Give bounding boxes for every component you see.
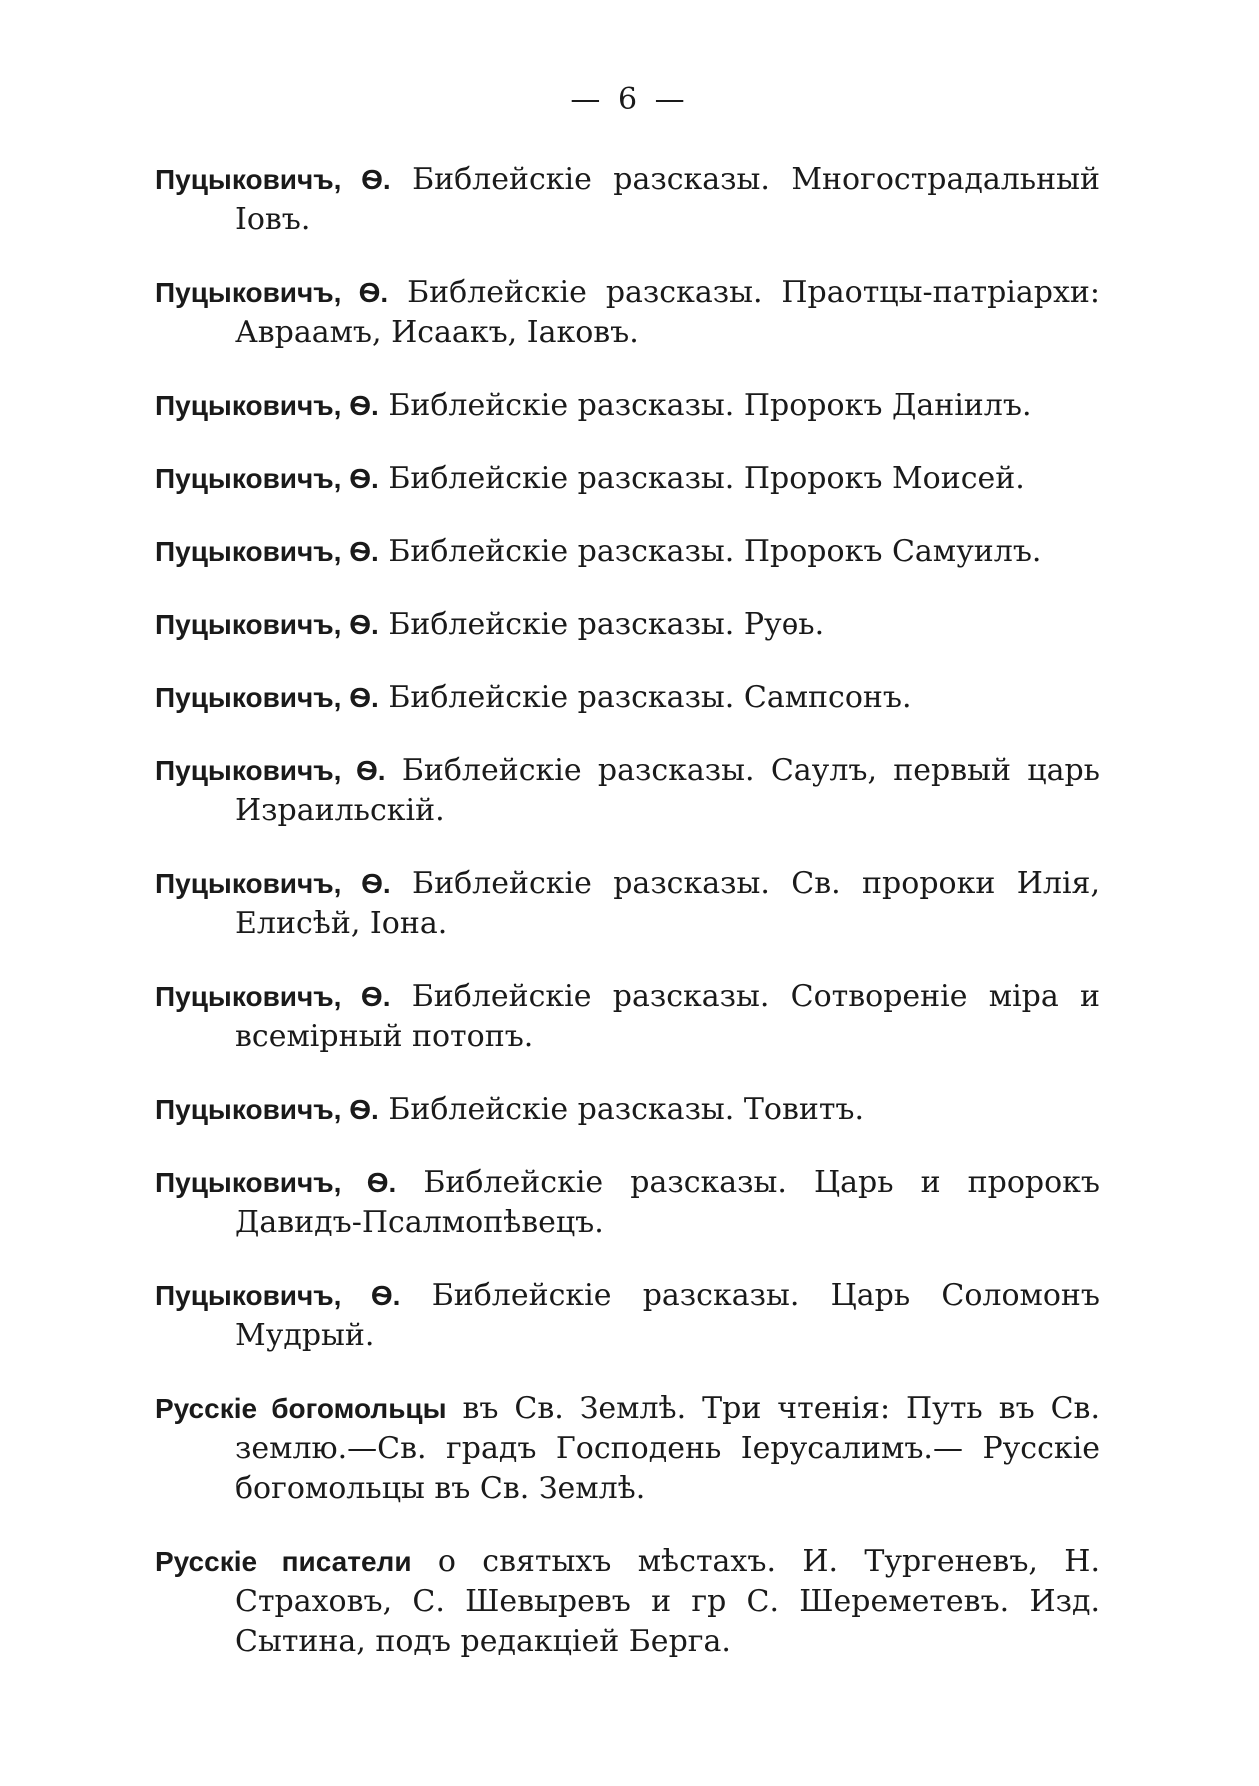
entry-author: Пуцыковичъ, Ѳ. <box>155 1094 379 1125</box>
entry-title: Библейскіе разсказы. Царь и пророкъ Давидъ-Псалмопѣвецъ. <box>235 1165 1101 1240</box>
entry-title: Библейскіе разсказы. Царь Соломонъ Мудрый. <box>235 1278 1101 1353</box>
entry-title: Библейскіе разсказы. Товитъ. <box>388 1092 865 1127</box>
bibliography-entry <box>155 532 1100 572</box>
entry-title: Библейскіе разсказы. Многострадальный Іовъ. <box>235 162 1100 237</box>
bibliography-entry <box>155 864 1100 944</box>
entry-title: Библейскіе разсказы. Праотцы-патріархи: Авраамъ, Исаакъ, Іаковъ. <box>235 275 1101 350</box>
entry-title: о святыхъ мѣстахъ. И. Тургеневъ, Н. Страховъ, С. Шевыревъ и гр С. Шереметевъ. Изд. Сытина, подъ редакціей Берга. <box>235 1544 1100 1659</box>
entry-title: Библейскіе разсказы. Руѳь. <box>388 607 825 642</box>
bibliography-entry <box>155 459 1100 499</box>
entry-title: Библейскіе разсказы. Саулъ, первый царь Израильскій. <box>235 753 1100 828</box>
bibliography-entry <box>155 1276 1100 1356</box>
entry-author: Пуцыковичъ, Ѳ. <box>155 536 379 567</box>
bibliography-entry <box>155 751 1100 831</box>
entry-author: Русскіе писатели <box>155 1546 412 1577</box>
entry-title: въ Св. Землѣ. Три чтенія: Путь въ Св. землю.—Св. градъ Господень Іерусалимъ.— Русскіе богомольцы въ Св. Землѣ. <box>235 1391 1100 1506</box>
bibliography-entry <box>155 977 1100 1057</box>
page-number: — 6 — <box>570 82 689 117</box>
entry-title: Библейскіе разсказы. Пророкъ Даніилъ. <box>388 388 1032 423</box>
bibliography-entry <box>155 1542 1100 1662</box>
bibliography-entry <box>155 273 1100 353</box>
bibliography-list <box>155 160 1100 1695</box>
entry-author: Пуцыковичъ, Ѳ. <box>155 1167 397 1198</box>
entry-author: Пуцыковичъ, Ѳ. <box>155 682 379 713</box>
bibliography-entry <box>155 678 1100 718</box>
entry-author: Русскіе богомольцы <box>155 1393 447 1424</box>
entry-author: Пуцыковичъ, Ѳ. <box>155 755 386 786</box>
entry-author: Пуцыковичъ, Ѳ. <box>155 981 391 1012</box>
entry-author: Пуцыковичъ, Ѳ. <box>155 164 391 195</box>
entry-author: Пуцыковичъ, Ѳ. <box>155 463 379 494</box>
entry-title: Библейскіе разсказы. Сампсонъ. <box>388 680 912 715</box>
bibliography-entry <box>155 1090 1100 1130</box>
entry-author: Пуцыковичъ, Ѳ. <box>155 609 379 640</box>
entry-title: Библейскіе разсказы. Пророкъ Самуилъ. <box>388 534 1042 569</box>
entry-author: Пуцыковичъ, Ѳ. <box>155 868 391 899</box>
entry-author: Пуцыковичъ, Ѳ. <box>155 390 379 421</box>
bibliography-entry <box>155 605 1100 645</box>
bibliography-entry <box>155 160 1100 240</box>
bibliography-entry <box>155 386 1100 426</box>
bibliography-entry <box>155 1163 1100 1243</box>
entry-author: Пуцыковичъ, Ѳ. <box>155 277 389 308</box>
entry-title: Библейскіе разсказы. Св. пророки Илія, Елисѣй, Іона. <box>235 866 1100 941</box>
entry-author: Пуцыковичъ, Ѳ. <box>155 1280 401 1311</box>
entry-title: Библейскіе разсказы. Пророкъ Моисей. <box>388 461 1025 496</box>
bibliography-entry <box>155 1389 1100 1509</box>
entry-title: Библейскіе разсказы. Сотвореніе міра и всемірный потопъ. <box>235 979 1100 1054</box>
